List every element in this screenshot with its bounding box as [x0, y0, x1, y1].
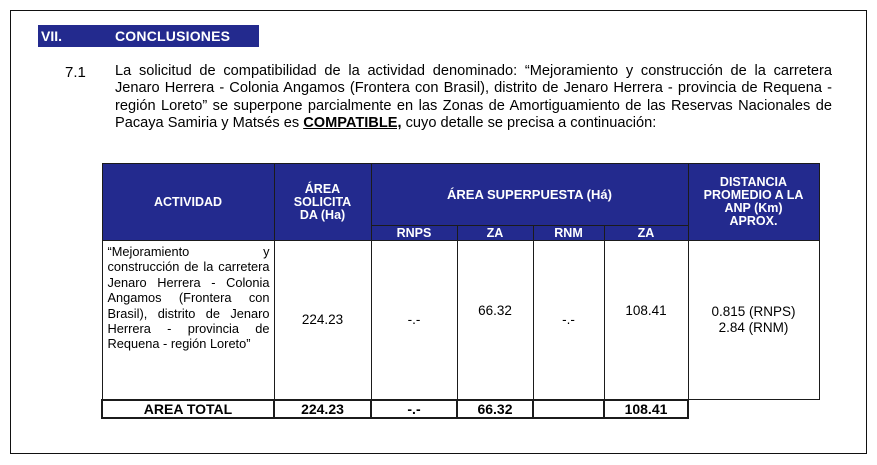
cell-rnps: -.- [371, 241, 457, 400]
document-page [10, 10, 867, 454]
subheader-za-2: ZA [604, 226, 688, 241]
header-area-superpuesta: ÁREA SUPERPUESTA (Há) [371, 164, 688, 226]
total-rnps: -.- [371, 400, 457, 418]
total-rnm [533, 400, 604, 418]
cell-za-2: 108.41 [604, 241, 688, 400]
subheader-rnps: RNPS [371, 226, 457, 241]
paragraph-body: La solicitud de compatibilidad de la actividad denominado: “Mejoramiento y construcción de la carretera Jenaro Herrera - Colonia Angamos (Frontera con Brasil), distrito de Jenaro Herrera - provincia de Requena - región Loreto” se superpone parcialmente en las Zonas de Amortiguamiento de las Reservas Nacionales de Pacaya Samiria y Matsés es [115, 63, 832, 132]
total-za-2: 108.41 [604, 400, 688, 418]
header-row [102, 164, 819, 226]
section-title: CONCLUSIONES [115, 28, 231, 44]
total-label: AREA TOTAL [102, 400, 274, 418]
section-heading [38, 25, 259, 47]
cell-za-1: 66.32 [457, 241, 533, 400]
total-area-solicitada: 224.23 [274, 400, 371, 418]
paragraph-number: 7.1 [65, 64, 86, 81]
table-row [102, 241, 819, 400]
section-number: VII. [41, 28, 63, 44]
total-za-1: 66.32 [457, 400, 533, 418]
distancia-rnm: 2.84 (RNM) [718, 320, 789, 335]
header-area-solicitada: ÁREA SOLICITA DA (Ha) [274, 164, 371, 241]
paragraph-text [115, 63, 832, 133]
total-empty [688, 400, 819, 418]
cell-area-solicitada: 224.23 [274, 241, 371, 400]
subheader-rnm: RNM [533, 226, 604, 241]
header-actividad: ACTIVIDAD [102, 164, 274, 241]
distancia-rnps: 0.815 (RNPS) [711, 304, 796, 319]
cell-actividad: “Mejoramiento y construcción de la carretera Jenaro Herrera - Colonia Angamos (Frontera con Brasil), distrito de Jenaro Herrera - provincia de Requena - región Loreto” [102, 241, 274, 400]
header-distancia: DISTANCIA PROMEDIO A LA ANP (Km) APROX. [688, 164, 819, 241]
paragraph-tail: cuyo detalle se precisa a continuación: [405, 115, 657, 132]
cell-rnm: -.- [533, 241, 604, 400]
overlap-table [101, 163, 820, 419]
subheader-za-1: ZA [457, 226, 533, 241]
total-row [102, 400, 819, 418]
cell-distancia [688, 241, 819, 400]
compatible-emphasis: COMPATIBLE, [303, 115, 402, 132]
